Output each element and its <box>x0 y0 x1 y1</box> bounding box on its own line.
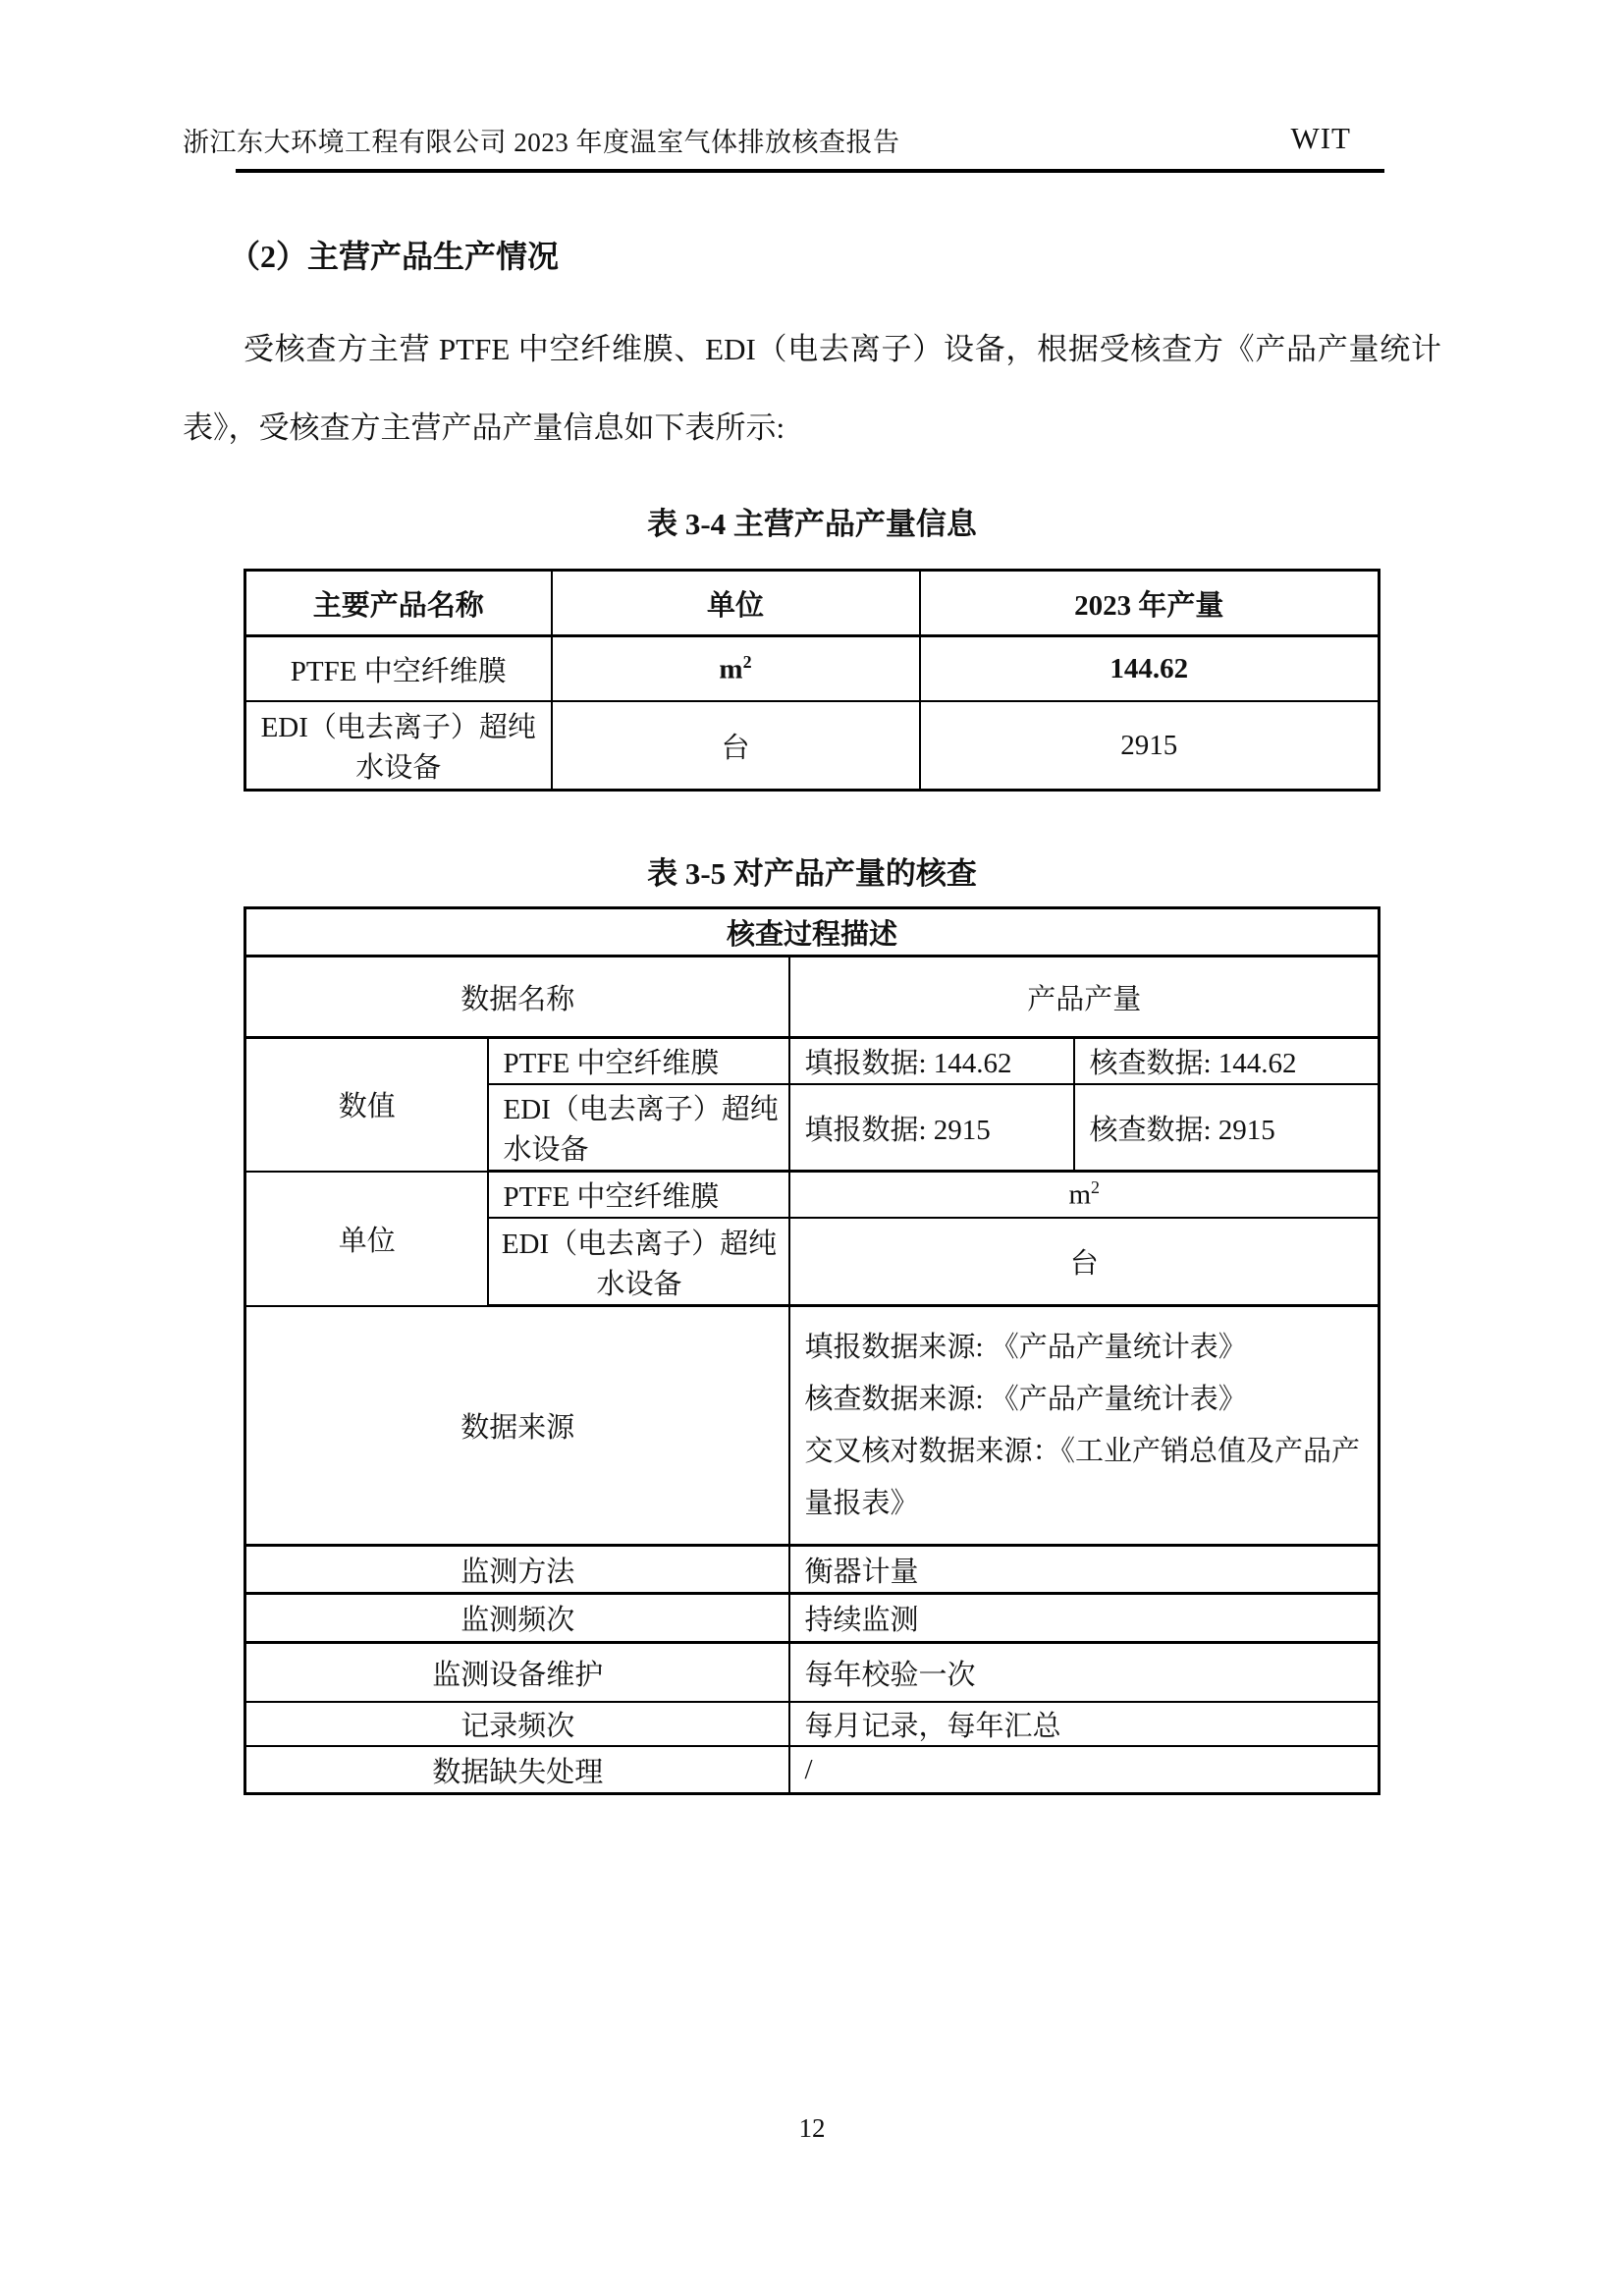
table35-record-frequency-label: 记录频次 <box>244 1702 789 1746</box>
unit-base: 台 <box>1069 1248 1099 1280</box>
table35-missing-data-value: / <box>789 1746 1379 1794</box>
table34-edi-name: EDI（电去离子）超纯水设备 <box>245 701 552 791</box>
table34-ptfe-output: 144.62 <box>920 636 1380 702</box>
table-row <box>244 1702 1379 1746</box>
table34-col-output-2023: 2023 年产量 <box>920 571 1380 636</box>
table35-numeric-ptfe-name: PTFE 中空纤维膜 <box>488 1038 789 1085</box>
table-3-4 <box>244 569 1380 792</box>
table35-monitor-method-label: 监测方法 <box>244 1546 789 1594</box>
table35-numeric-edi-reported: 填报数据: 2915 <box>789 1084 1074 1172</box>
table35-unit-ptfe-value <box>789 1172 1379 1219</box>
table35-source-value <box>789 1306 1379 1546</box>
table-row <box>244 1306 1379 1546</box>
unit-base: m <box>1068 1178 1092 1211</box>
table35-numeric-ptfe-verified: 核查数据: 144.62 <box>1074 1038 1379 1085</box>
table35-monitor-method-value: 衡器计量 <box>789 1546 1379 1594</box>
table-row <box>244 908 1379 957</box>
table35-process-title: 核查过程描述 <box>244 908 1379 957</box>
header-title: 浙江东大环境工程有限公司 2023 年度温室气体排放核查报告 <box>183 128 900 157</box>
table34-edi-unit <box>552 701 920 791</box>
unit-sup: 2 <box>1091 1177 1101 1198</box>
table35-record-frequency-value: 每月记录，每年汇总 <box>789 1702 1379 1746</box>
header-logo-wit: WIT <box>1290 121 1351 155</box>
table-row <box>244 1038 1379 1085</box>
table34-col-product-name: 主要产品名称 <box>245 571 552 636</box>
table-row <box>245 701 1380 791</box>
table35-monitor-frequency-value: 持续监测 <box>789 1594 1379 1643</box>
table35-device-maintenance-value: 每年校验一次 <box>789 1643 1379 1703</box>
table-row <box>244 1746 1379 1794</box>
table34-edi-output: 2915 <box>920 701 1380 791</box>
table35-unit-edi-name: EDI（电去离子）超纯水设备 <box>488 1218 789 1306</box>
table-row <box>244 957 1379 1038</box>
page-number: 12 <box>798 2113 826 2143</box>
page-header <box>183 121 1441 159</box>
table35-numeric-label: 数值 <box>244 1038 488 1172</box>
header-rule <box>236 169 1384 173</box>
table35-caption: 表 3-5 对产品产量的核查 <box>647 856 977 891</box>
table-row <box>244 1643 1379 1703</box>
source-line-reported: 填报数据来源: 《产品产量统计表》 <box>804 1331 1247 1363</box>
table35-unit-ptfe-name: PTFE 中空纤维膜 <box>488 1172 789 1219</box>
table34-ptfe-name: PTFE 中空纤维膜 <box>245 636 552 702</box>
table34-header-row <box>245 571 1380 636</box>
table34-col-unit: 单位 <box>552 571 920 636</box>
table-row <box>244 1172 1379 1219</box>
table35-data-name-label: 数据名称 <box>244 957 789 1038</box>
table-row <box>244 1546 1379 1594</box>
table34-caption: 表 3-4 主营产品产量信息 <box>647 507 977 541</box>
table35-missing-data-label: 数据缺失处理 <box>244 1746 789 1794</box>
source-line-crosscheck: 交叉核对数据来源：《工业产销总值及产品产量报表》 <box>804 1435 1360 1519</box>
table35-numeric-edi-verified: 核查数据: 2915 <box>1074 1084 1379 1172</box>
unit-base: m <box>719 653 743 685</box>
table35-data-name-value: 产品产量 <box>789 957 1379 1038</box>
source-line-verified: 核查数据来源: 《产品产量统计表》 <box>804 1383 1247 1415</box>
table35-unit-label: 单位 <box>244 1172 488 1306</box>
section-heading: （2）主营产品生产情况 <box>229 239 560 274</box>
intro-paragraph: 受核查方主营 PTFE 中空纤维膜、EDI（电去离子）设备，根据受核查方《产品产量统计表》，受核查方主营产品产量信息如下表所示: <box>183 332 1441 445</box>
table-3-5 <box>244 906 1380 1795</box>
table-row <box>244 1594 1379 1643</box>
table34-ptfe-unit <box>552 636 920 702</box>
unit-base: 台 <box>721 732 750 764</box>
page-content <box>183 218 1441 1795</box>
table35-numeric-edi-name: EDI（电去离子）超纯水设备 <box>488 1084 789 1172</box>
table35-source-label: 数据来源 <box>244 1306 789 1546</box>
table35-unit-edi-value <box>789 1218 1379 1306</box>
table35-monitor-frequency-label: 监测频次 <box>244 1594 789 1643</box>
table35-device-maintenance-label: 监测设备维护 <box>244 1643 789 1703</box>
unit-sup: 2 <box>742 651 752 672</box>
table-row <box>245 636 1380 702</box>
table35-numeric-ptfe-reported: 填报数据: 144.62 <box>789 1038 1074 1085</box>
